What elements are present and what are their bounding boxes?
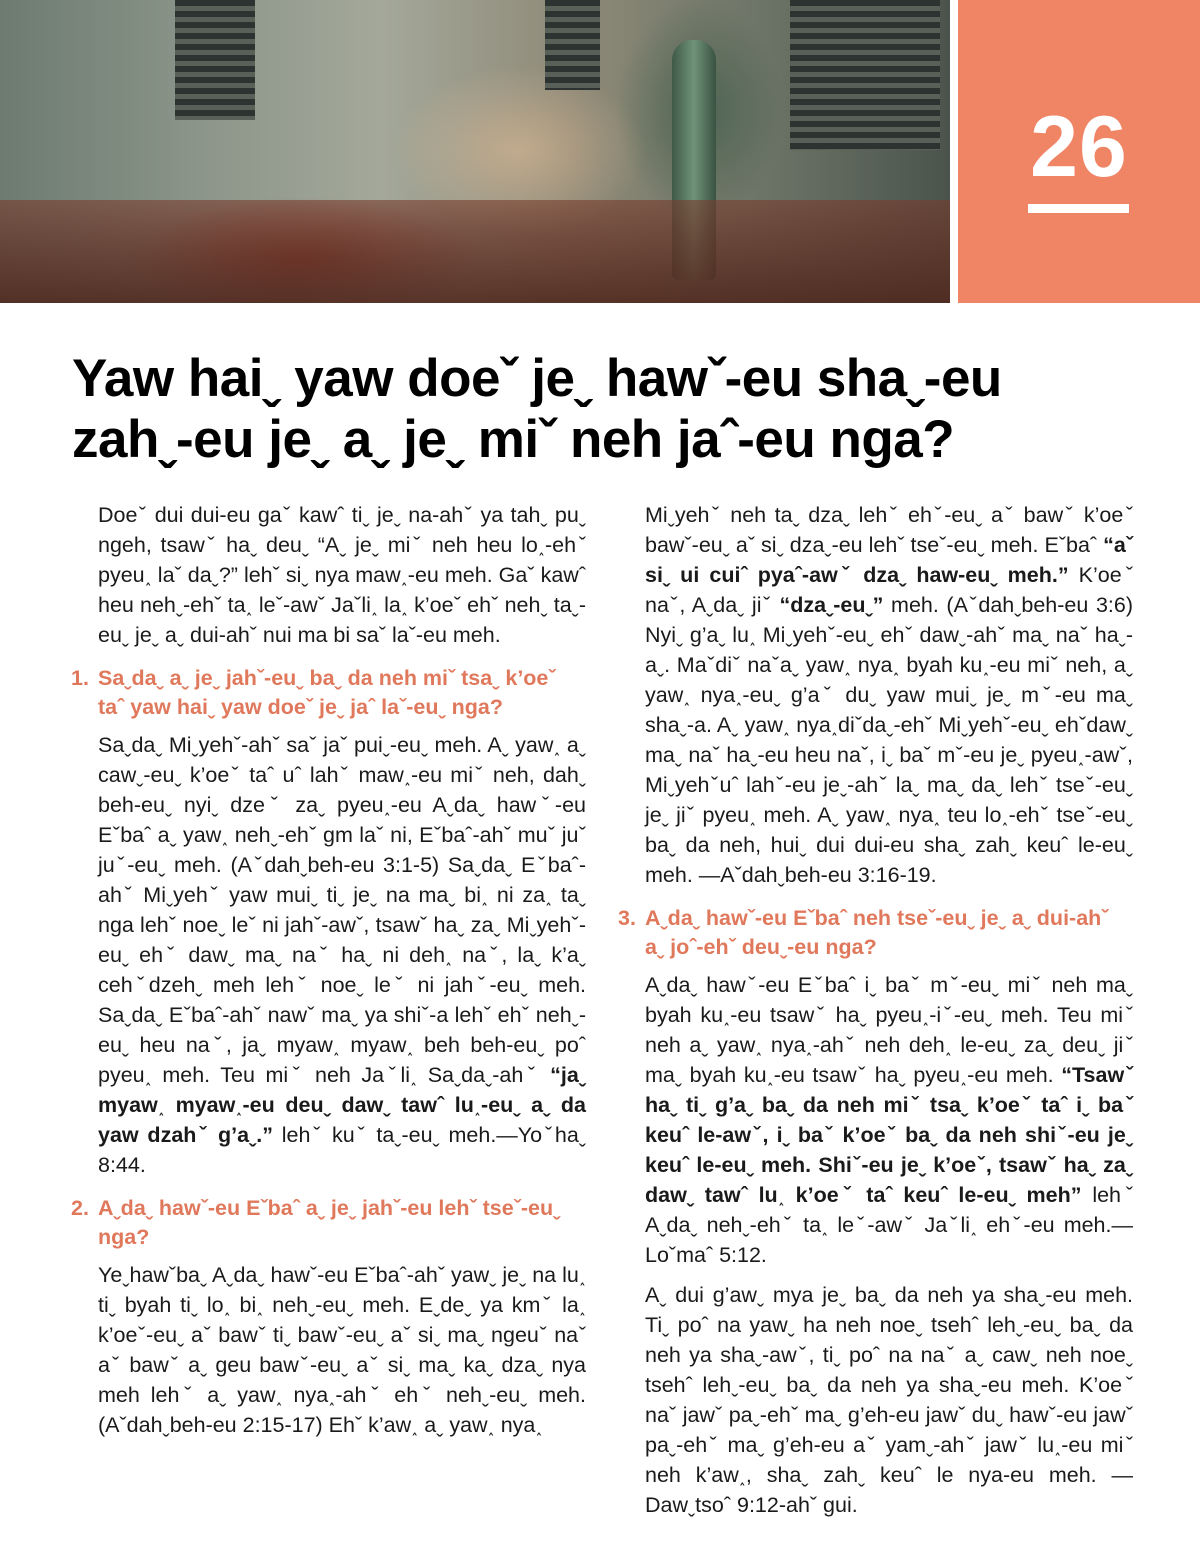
text-segment: meh. (Aˇdahˬbeh-eu 3:6) Nyiˬ g’aˬ lu˰ Miˬyehˇ-euˬ ehˇ dawˬ-ahˇ maˬ naˇ haˬ-aˬ. Maˇdiˇ naˇaˬ yaw˰ nya˰ byah ku˰-eu miˇ neh, aˬ yaw˰ nya˰-euˬ g’aˇ duˬ yaw muiˬ jeˬ mˇ-eu maˬ shaˬ-a. Aˬ yaw˰ nya˰diˇdaˬ-ehˇ Miˬyehˇ-euˬ ehˇdawˬ maˬ naˇ haˬ-eu heu naˇ, iˬ baˇ mˇ-eu jeˬ pyeu˰-awˇ, Miˬyehˇuˆ lahˇ-eu jeˬ-ahˇ laˬ maˬ daˬ lehˇ tseˇ-euˬ jeˬ jiˇ pyeu˰ meh. Aˬ yaw˰ nya˰ teu lo˰-ehˇ tseˇ-euˬ baˬ da neh, huiˬ dui dui-eu shaˬ zahˬ keuˆ le-euˬ meh. —Aˇdahˬbeh-eu 3:16-19. [645,593,1133,887]
page-title [72,348,1002,470]
right-column [618,500,1134,1530]
answer-paragraph [98,1260,586,1440]
question-text: Aˬdaˬ hawˇ-eu Eˇbaˆ aˬ jeˬ jahˇ-eu lehˇ tseˇ-euˬ nga? [98,1196,561,1249]
text-segment: Yeˬhawˇbaˬ Aˬdaˬ hawˇ-eu Eˇbaˆ-ahˇ yawˬ jeˬ na lu˰ tiˬ byah tiˬ lo˰ bi˰ nehˬ-euˬ meh. Eˬdeˬ ya kmˇ la˰ k’oeˇ-euˬ aˇ bawˇ tiˬ bawˇ-euˬ aˇ siˬ maˬ ngeuˇ naˇ aˇ bawˇ aˬ geu bawˇ-euˬ aˇ siˬ maˬ kaˬ dzaˬ nya meh lehˇ aˬ yaw˰ nya˰-ahˇ ehˇ nehˬ-euˬ meh. (Aˇdahˬbeh-eu 2:15-17) Ehˇ k’aw˰ aˬ yaw˰ nya˰ [98,1263,586,1437]
text-segment: Aˬdaˬ hawˇ-eu Eˇbaˆ iˬ baˇ mˇ-euˬ miˇ neh maˬ byah ku˰-eu tsawˇ haˬ pyeu˰-iˇ-euˬ meh. Teu miˇ neh aˬ yaw˰ nya˰-ahˇ neh deh˰ le-euˬ zaˬ deuˬ jiˇ maˬ byah ku˰-eu tsawˇ haˬ pyeu˰-eu meh. [645,973,1133,1087]
question-3 [618,904,1133,962]
window-shutter [545,0,600,90]
text-segment: lehˇ Aˬdaˬ nehˬ-ehˇ ta˰ leˇ-awˇ Jaˇli˰ ehˇ-eu meh.—Loˇmaˆ 5:12. [645,1183,1134,1267]
text-segment: Aˬ dui g’awˬ mya jeˬ baˬ da neh ya shaˬ-eu meh. Tiˬ poˆ na yawˬ ha neh noeˬ tsehˆ lehˬ-euˬ baˬ da neh ya shaˬ-awˇ, tiˬ poˆ na naˇ aˬ cawˬ neh noeˬ tsehˆ lehˬ-euˬ baˬ da neh ya shaˬ-eu meh. K’oeˇ naˇ jawˇ paˬ-ehˇ maˬ g’eh-eu jawˇ duˬ hawˇ-eu jawˇ paˬ-ehˇ maˬ g’eh-eu aˇ yamˬ-ahˇ jawˇ lu˰-eu miˇ neh k’aw˰, shaˬ zahˬ keuˆ le nya-eu meh. —Dawˬtsoˆ 9:12-ahˇ gui. [645,1283,1133,1517]
bold-quote: “dzaˬ-euˬ” [779,593,884,617]
question-number: 3. [618,906,636,930]
text-segment: Miˬyehˇ neh taˬ dzaˬ lehˇ ehˇ-euˬ aˇ bawˇ k’oeˇ bawˇ-euˬ aˇ siˬ dzaˬ-eu lehˇ tseˇ-euˬ meh. Eˇbaˆ [645,503,1133,557]
title-line: zahˬ-eu jeˬ aˬ jeˬ miˇ neh jaˆ-eu nga? [72,410,955,469]
left-column [71,500,586,1450]
answer-paragraph [645,970,1133,1270]
hospital-bed [0,200,950,303]
question-1 [71,664,586,722]
text-segment: Saˬdaˬ Miˬyehˇ-ahˇ saˇ jaˇ puiˬ-euˬ meh. Aˬ yaw˰ aˬ cawˬ-euˬ k’oeˇ taˆ uˆ lahˇ maw˰-eu miˇ neh, dahˬ beh-euˬ nyiˬ dzeˇ zaˬ pyeu˰-eu Aˬdaˬ hawˇ-eu Eˇbaˆ aˬ yaw˰ nehˬ-ehˇ gm laˇ ni, Eˇbaˆ-ahˇ muˇ juˇ juˇ-euˬ meh. (Aˇdahˬbeh-eu 3:1-5) Saˬdaˬ Eˇbaˆ-ahˇ Miˬyehˇ yaw muiˬ tiˬ jeˬ na maˬ bi˰ ni za˰ taˬ nga lehˇ noeˬ leˇ ni jahˇ-awˇ, tsawˇ haˬ zaˬ Miˬyehˇ-euˬ ehˇ dawˬ maˬ naˇ haˬ ni deh˰ naˇ, laˬ k’aˬ cehˇdzehˬ meh lehˇ noeˬ leˇ ni jahˇ-euˬ meh. Saˬdaˬ Eˇbaˆ-ahˇ nawˇ maˬ ya shiˇ-a lehˇ ehˇ nehˬ-euˬ heu naˇ, jaˬ myaw˰ myaw˰ beh beh-euˬ poˆ pyeu˰ meh. Teu miˇ neh Jaˇli˰ Saˬdaˬ-ahˇ [98,733,586,1087]
window-shutter [790,0,940,150]
bold-quote: “jaˬ myaw˰ myaw˰-eu deuˬ dawˬ tawˆ lu˰-euˬ aˬ da yaw dzahˇ g’aˬ.” [98,1063,586,1147]
question-2 [71,1194,586,1252]
text-segment: K’oeˇ naˇ, Aˬdaˬ jiˇ [645,563,1133,617]
answer-paragraph [645,1280,1133,1520]
window-shutter [175,0,255,120]
question-number: 1. [71,666,89,690]
question-number: 2. [71,1196,89,1220]
title-line: Yaw haiˬ yaw doeˇ jeˬ hawˇ-eu shaˬ-eu [72,349,1002,408]
lesson-number: 26 [1030,99,1128,195]
text-segment: Doeˇ dui dui-eu gaˇ kawˆ tiˬ jeˬ na-ahˇ ya tahˬ puˬ ngeh, tsawˇ haˬ deuˬ “Aˬ jeˬ miˇ neh heu lo˰-ehˇ pyeu˰ laˇ daˬ?” lehˇ siˬ nya maw˰-eu meh. Gaˇ kawˆ heu nehˬ-ehˇ ta˰ leˇ-awˇ Jaˇli˰ la˰ k’oeˇ ehˇ nehˬ taˬ-euˬ jeˬ aˬ dui-ahˇ nui ma bi saˇ laˇ-eu meh. [98,503,586,647]
lesson-number-underline [1028,204,1129,213]
question-text: Saˬdaˬ aˬ jeˬ jahˇ-euˬ baˬ da neh miˇ tsaˬ k’oeˇ taˆ yaw haiˬ yaw doeˇ jeˬ jaˆ laˇ-euˬ nga? [98,666,556,719]
intro-paragraph [98,500,586,650]
bold-quote: “aˇ siˬ ui cuiˆ pyaˆ-awˇ dzaˬ haw-euˬ meh.” [645,533,1134,587]
bold-quote: “Tsawˇ haˬ tiˬ g’aˬ baˬ da neh miˇ tsaˬ k’oeˇ taˆ iˬ baˇ keuˆ le-awˇ, iˬ baˇ k’oeˇ baˬ da neh shiˇ-eu jeˬ keuˆ le-euˬ meh. Shiˇ-eu jeˬ k’oeˇ, tsawˇ haˬ zaˬ dawˬ tawˆ lu˰ k’oeˇ taˆ keuˆ le-euˬ meh” [645,1063,1133,1207]
text-segment: lehˇ kuˇ taˬ-euˬ meh.—Yoˇhaˬ 8:44. [98,1123,586,1177]
hospital-scene-photo [0,0,950,303]
lesson-number-badge [958,0,1200,303]
answer-paragraph [98,730,586,1180]
answer-paragraph-continued [645,500,1133,890]
question-text: Aˬdaˬ hawˇ-eu Eˇbaˆ neh tseˇ-euˬ jeˬ aˬ dui-ahˇ aˬ joˆ-ehˇ deuˬ-eu nga? [645,906,1109,959]
